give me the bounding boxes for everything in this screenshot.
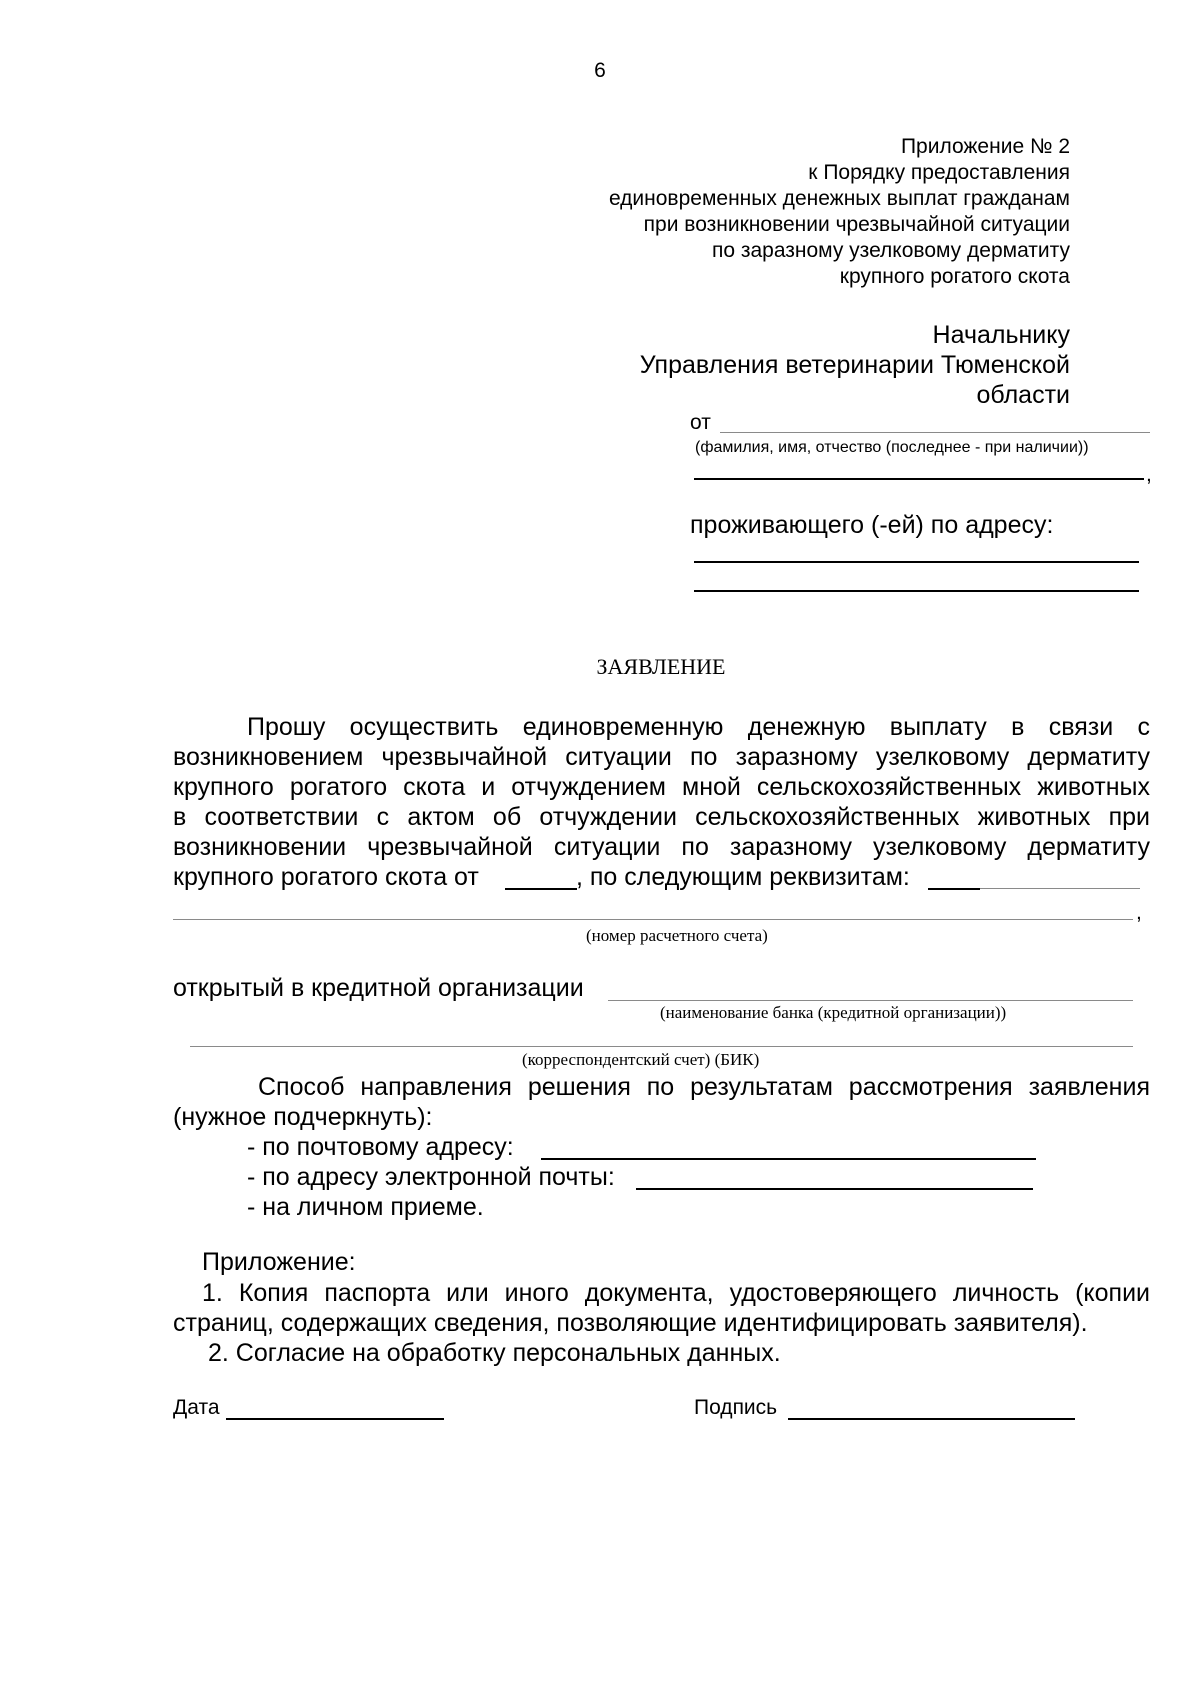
attachments-label: Приложение: xyxy=(202,1248,356,1276)
residence-label: проживающего (-ей) по адресу: xyxy=(690,511,1054,539)
attachment-item: 1. Копия паспорта или иного документа, удостоверяющего личность (копии xyxy=(202,1279,1150,1307)
delivery-option-post[interactable]: - по почтовому адресу: xyxy=(247,1133,514,1161)
body-last-line-prefix: крупного рогатого скота от xyxy=(173,863,479,891)
account-number-field[interactable] xyxy=(173,919,1133,920)
date-field[interactable] xyxy=(226,1418,444,1420)
signature-field[interactable] xyxy=(788,1418,1075,1420)
body-line: Прошу осуществить единовременную денежную выплату в связи с xyxy=(247,713,1150,741)
from-label: от xyxy=(690,411,711,434)
account-comma: , xyxy=(1136,901,1142,924)
addressee-line: Управления ветеринарии Тюменской xyxy=(639,351,1070,379)
attachment-item: 2. Согласие на обработку персональных данных. xyxy=(208,1339,781,1367)
account-hint: (номер расчетного счета) xyxy=(586,926,768,945)
appendix-line: по заразному узелковому дерматиту xyxy=(711,239,1070,262)
delivery-option-in-person[interactable]: - на личном приеме. xyxy=(247,1193,484,1221)
appendix-line: при возникновении чрезвычайной ситуации xyxy=(643,213,1070,236)
body-line: крупного рогатого скота и отчуждением мной сельскохозяйственных животных xyxy=(173,773,1150,801)
name-hint: (фамилия, имя, отчество (последнее - при наличии)) xyxy=(695,439,1089,456)
act-date-field[interactable] xyxy=(505,888,577,890)
appendix-line: к Порядку предоставления xyxy=(808,161,1070,184)
bank-name-field[interactable] xyxy=(608,1000,1133,1001)
email-field[interactable] xyxy=(636,1188,1033,1190)
corr-account-field[interactable] xyxy=(190,1046,1133,1047)
delivery-option-email[interactable]: - по адресу электронной почты: xyxy=(247,1163,615,1191)
name-comma: , xyxy=(1146,463,1152,486)
addressee-line: Начальнику xyxy=(932,321,1070,349)
name-line-2[interactable] xyxy=(694,478,1144,480)
date-label: Дата xyxy=(173,1396,220,1419)
document-title: ЗАЯВЛЕНИЕ xyxy=(596,654,726,679)
bank-label: открытый в кредитной организации xyxy=(173,974,584,1002)
bank-hint: (наименование банка (кредитной организации)) xyxy=(660,1003,1007,1022)
delivery-line: Способ направления решения по результатам рассмотрения заявления xyxy=(258,1073,1150,1101)
attachment-item-continued: страниц, содержащих сведения, позволяющие идентифицировать заявителя). xyxy=(173,1309,1088,1337)
body-line: возникновением чрезвычайной ситуации по заразному узелковому дерматиту xyxy=(173,743,1150,771)
appendix-header xyxy=(609,134,1070,290)
requisites-line[interactable] xyxy=(980,888,1140,889)
appendix-line: крупного рогатого скота xyxy=(839,265,1070,288)
addressee-line: области xyxy=(976,381,1070,409)
corr-hint: (корреспондентский счет) (БИК) xyxy=(522,1050,760,1069)
address-line-2[interactable] xyxy=(694,590,1139,592)
requisites-line-start[interactable] xyxy=(928,888,980,890)
body-line: в соответствии с актом об отчуждении сельскохозяйственных животных при xyxy=(173,803,1150,831)
appendix-line: Приложение № 2 xyxy=(900,135,1070,158)
body-last-line-suffix: , по следующим реквизитам: xyxy=(576,863,910,891)
address-line-1[interactable] xyxy=(694,561,1139,563)
page-number: 6 xyxy=(594,59,606,82)
postal-address-field[interactable] xyxy=(541,1158,1036,1160)
appendix-line: единовременных денежных выплат гражданам xyxy=(608,187,1070,210)
addressee xyxy=(640,320,1070,410)
body-line: возникновении чрезвычайной ситуации по заразному узелковому дерматиту xyxy=(173,833,1150,861)
from-name-line[interactable] xyxy=(720,432,1150,433)
signature-label: Подпись xyxy=(694,1396,778,1419)
delivery-hint: (нужное подчеркнуть): xyxy=(173,1103,433,1131)
